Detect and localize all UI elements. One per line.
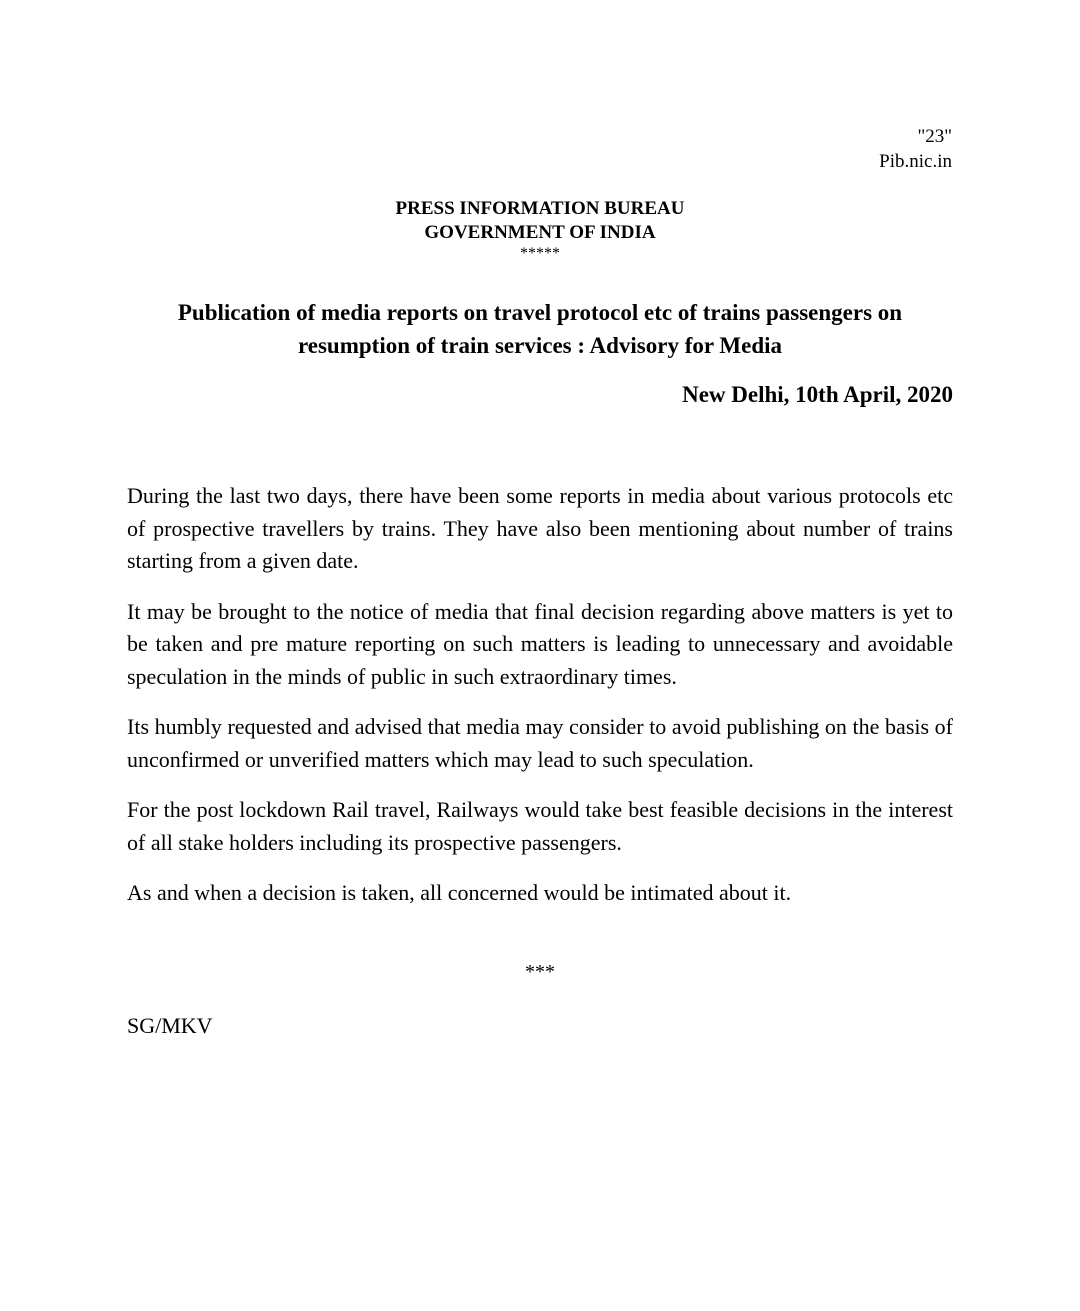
bureau-name: PRESS INFORMATION BUREAU: [395, 198, 685, 219]
body-paragraph: During the last two days, there have been some reports in media about various protocols etc of prospective travellers by trains. They have also been mentioning about number of trains starting from a given date.: [127, 483, 953, 573]
source-site: Pib.nic.in: [879, 151, 952, 172]
body-paragraph: It may be brought to the notice of media that final decision regarding above matters is yet to be taken and pre mature reporting on such matters is leading to unnecessary and avoidable speculation in the minds of public in such extraordinary times.: [127, 598, 953, 689]
release-title: Publication of media reports on travel protocol etc of trains passengers on resumption of train services : Advisory for Media: [177, 300, 903, 358]
header-meta: [879, 124, 952, 174]
body-paragraph: For the post lockdown Rail travel, Railways would take best feasible decisions in the interest of all stake holders including its prospective passengers.: [127, 797, 953, 855]
dateline: New Delhi, 10th April, 2020: [682, 382, 953, 407]
release-body: [127, 480, 953, 928]
end-marker: ***: [525, 961, 555, 983]
body-paragraph: Its humbly requested and advised that media may consider to avoid publishing on the basis of unconfirmed or unverified matters which may lead to such speculation.: [127, 714, 953, 772]
issuing-authority: [0, 197, 1080, 263]
government-name: GOVERNMENT OF INDIA: [424, 222, 656, 243]
separator-stars: *****: [520, 245, 560, 262]
reference-number: "23": [917, 126, 952, 147]
body-paragraph: As and when a decision is taken, all concerned would be intimated about it.: [127, 880, 792, 905]
author-initials: SG/MKV: [127, 1013, 213, 1038]
